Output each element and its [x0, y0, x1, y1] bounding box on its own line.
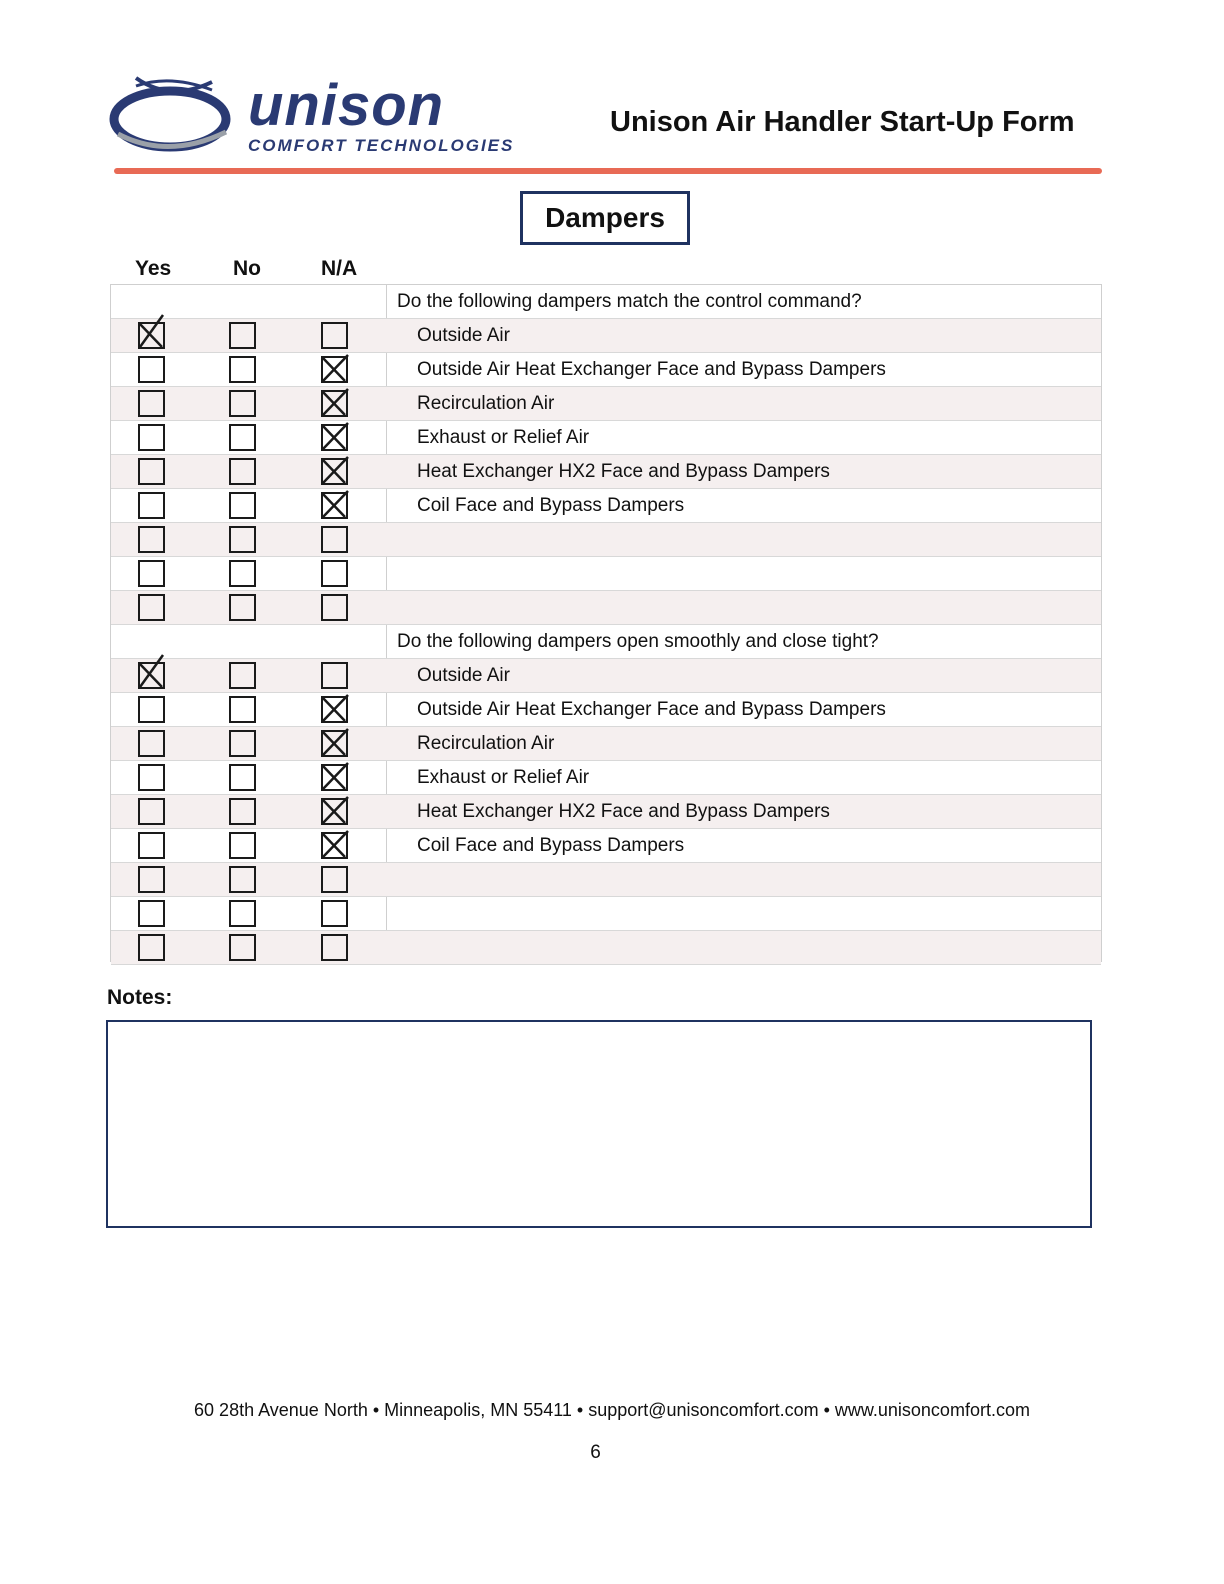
- checkbox-na[interactable]: [321, 526, 348, 553]
- checklist-row: [111, 761, 1101, 795]
- item-label: Recirculation Air: [417, 393, 555, 414]
- checkbox-na-checked[interactable]: [321, 492, 348, 519]
- notes-field[interactable]: [106, 1020, 1092, 1228]
- checklist-row: [111, 591, 1101, 625]
- checkbox-yes[interactable]: [138, 458, 165, 485]
- checkbox-no[interactable]: [229, 356, 256, 383]
- checklist-row: [111, 353, 1101, 387]
- item-label: Outside Air: [417, 325, 510, 346]
- checkbox-yes[interactable]: [138, 560, 165, 587]
- checkbox-no[interactable]: [229, 900, 256, 927]
- checkbox-yes[interactable]: [138, 424, 165, 451]
- checkbox-no[interactable]: [229, 526, 256, 553]
- checkbox-na[interactable]: [321, 934, 348, 961]
- check-mark-icon: [320, 831, 360, 865]
- checkbox-yes[interactable]: [138, 900, 165, 927]
- checklist-row: [111, 897, 1101, 931]
- column-header-na: N/A: [321, 257, 358, 280]
- checkbox-no[interactable]: [229, 696, 256, 723]
- checkbox-no[interactable]: [229, 492, 256, 519]
- checklist-row: [111, 421, 1101, 455]
- check-mark-icon: [320, 763, 360, 797]
- checkbox-na[interactable]: [321, 866, 348, 893]
- column-header-yes: Yes: [135, 257, 172, 280]
- checkbox-na-checked[interactable]: [321, 730, 348, 757]
- checkbox-no[interactable]: [229, 662, 256, 689]
- checkbox-no[interactable]: [229, 866, 256, 893]
- checklist-row: [111, 523, 1101, 557]
- checkbox-no[interactable]: [229, 832, 256, 859]
- checklist-row: [111, 489, 1101, 523]
- checklist-row: [111, 557, 1101, 591]
- checkbox-no[interactable]: [229, 594, 256, 621]
- checkbox-na-checked[interactable]: [321, 424, 348, 451]
- checkbox-na-checked[interactable]: [321, 356, 348, 383]
- check-mark-icon: [320, 457, 360, 491]
- check-mark-icon: [320, 389, 360, 423]
- check-mark-icon: [320, 423, 360, 457]
- checklist-row: [111, 693, 1101, 727]
- checkbox-yes[interactable]: [138, 866, 165, 893]
- checkbox-yes-checked[interactable]: [138, 322, 165, 349]
- item-label: Exhaust or Relief Air: [417, 767, 590, 788]
- checkbox-yes[interactable]: [138, 934, 165, 961]
- checklist-row: [111, 863, 1101, 897]
- item-label: Coil Face and Bypass Dampers: [417, 835, 685, 856]
- checklist-row: [111, 455, 1101, 489]
- checklist-row: [111, 727, 1101, 761]
- checklist-row: [111, 931, 1101, 965]
- logo-tagline: COMFORT TECHNOLOGIES: [248, 136, 515, 155]
- question-row: [111, 625, 1101, 659]
- checklist-row: [111, 659, 1101, 693]
- checkbox-na[interactable]: [321, 900, 348, 927]
- checkbox-na[interactable]: [321, 322, 348, 349]
- checkbox-no[interactable]: [229, 560, 256, 587]
- item-label: Outside Air Heat Exchanger Face and Bypass Dampers: [417, 699, 886, 720]
- checkbox-yes[interactable]: [138, 730, 165, 757]
- checklist-row: [111, 829, 1101, 863]
- footer-contact: 60 28th Avenue North • Minneapolis, MN 55411 • support@unisoncomfort.com • www.unisoncomfort.com: [194, 1400, 1030, 1420]
- checkbox-yes[interactable]: [138, 798, 165, 825]
- page-number: 6: [590, 1442, 601, 1463]
- header-divider: [114, 168, 1102, 174]
- question-text: Do the following dampers match the control command?: [397, 291, 862, 312]
- checkbox-no[interactable]: [229, 390, 256, 417]
- checkbox-yes[interactable]: [138, 764, 165, 791]
- checklist-table: [110, 284, 1102, 962]
- checklist-row: [111, 795, 1101, 829]
- check-mark-icon: [137, 321, 177, 355]
- checkbox-na-checked[interactable]: [321, 458, 348, 485]
- checkbox-no[interactable]: [229, 424, 256, 451]
- checkbox-na-checked[interactable]: [321, 390, 348, 417]
- checkbox-na-checked[interactable]: [321, 764, 348, 791]
- checkbox-yes[interactable]: [138, 356, 165, 383]
- item-label: Exhaust or Relief Air: [417, 427, 590, 448]
- item-label: Coil Face and Bypass Dampers: [417, 495, 685, 516]
- check-mark-icon: [137, 661, 177, 695]
- check-mark-icon: [320, 355, 360, 389]
- checkbox-na-checked[interactable]: [321, 798, 348, 825]
- checkbox-yes[interactable]: [138, 390, 165, 417]
- checkbox-no[interactable]: [229, 798, 256, 825]
- item-label: Heat Exchanger HX2 Face and Bypass Dampers: [417, 801, 830, 822]
- column-header-no: No: [233, 257, 261, 280]
- form-title: Unison Air Handler Start-Up Form: [610, 106, 1075, 138]
- checkbox-na-checked[interactable]: [321, 696, 348, 723]
- checkbox-yes[interactable]: [138, 526, 165, 553]
- question-row: [111, 285, 1101, 319]
- checkbox-yes[interactable]: [138, 696, 165, 723]
- checkbox-na[interactable]: [321, 662, 348, 689]
- checklist-row: [111, 387, 1101, 421]
- company-logo: [108, 72, 558, 162]
- checkbox-no[interactable]: [229, 322, 256, 349]
- section-title: Dampers: [520, 191, 690, 245]
- checkbox-yes[interactable]: [138, 832, 165, 859]
- item-label: Outside Air Heat Exchanger Face and Bypass Dampers: [417, 359, 886, 380]
- checkbox-no[interactable]: [229, 458, 256, 485]
- logo-swoosh-icon: [108, 72, 238, 162]
- checkbox-yes[interactable]: [138, 594, 165, 621]
- logo-wordmark: unison: [248, 73, 445, 138]
- checkbox-yes-checked[interactable]: [138, 662, 165, 689]
- check-mark-icon: [320, 797, 360, 831]
- checkbox-no[interactable]: [229, 934, 256, 961]
- item-label: Heat Exchanger HX2 Face and Bypass Dampers: [417, 461, 830, 482]
- item-label: Recirculation Air: [417, 733, 555, 754]
- notes-label: Notes:: [107, 986, 173, 1009]
- check-mark-icon: [320, 695, 360, 729]
- check-mark-icon: [320, 491, 360, 525]
- checkbox-na-checked[interactable]: [321, 832, 348, 859]
- checkbox-yes[interactable]: [138, 492, 165, 519]
- check-mark-icon: [320, 729, 360, 763]
- checkbox-no[interactable]: [229, 764, 256, 791]
- checkbox-no[interactable]: [229, 730, 256, 757]
- item-label: Outside Air: [417, 665, 510, 686]
- question-text: Do the following dampers open smoothly and close tight?: [397, 631, 879, 652]
- checklist-row: [111, 319, 1101, 353]
- checkbox-na[interactable]: [321, 594, 348, 621]
- checkbox-na[interactable]: [321, 560, 348, 587]
